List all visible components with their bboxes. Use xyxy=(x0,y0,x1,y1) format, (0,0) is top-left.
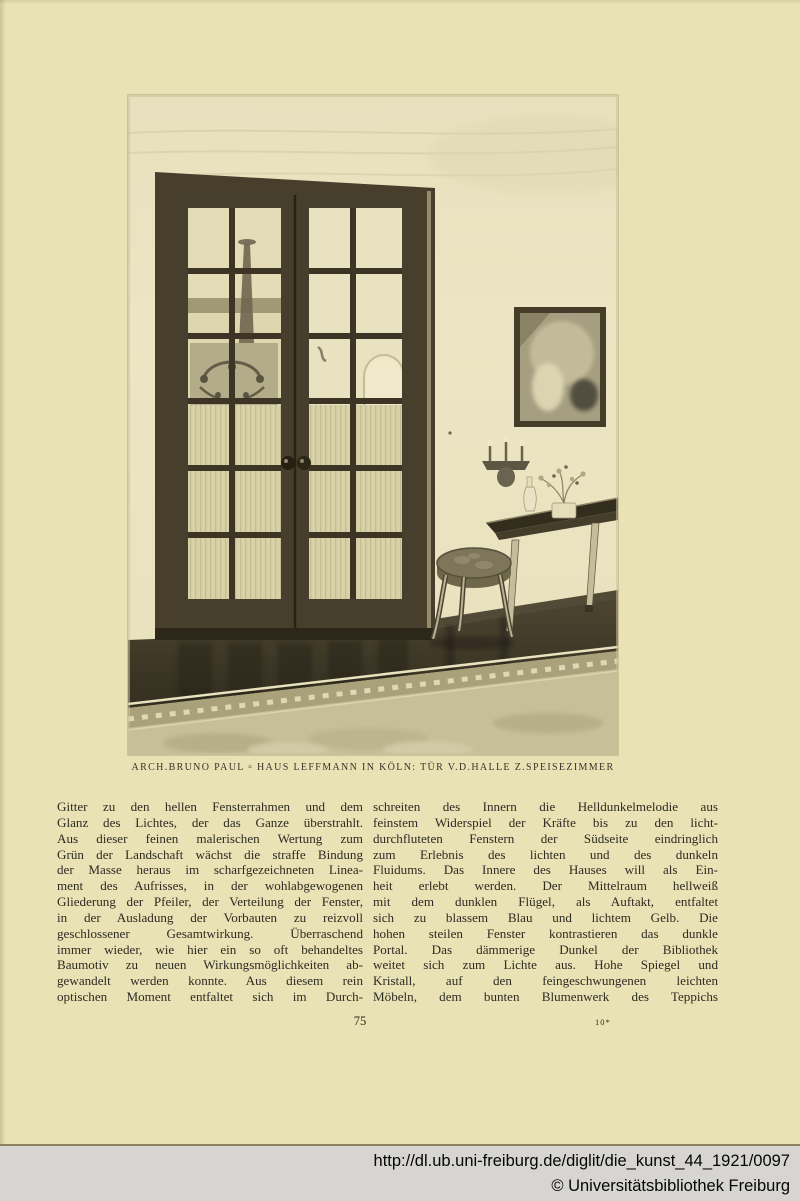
source-url: http://dl.ub.uni-freiburg.de/diglit/die_kunst_44_1921/0097 xyxy=(373,1152,790,1170)
text-line: Grün der Landschaft wächst die straffe Bindung xyxy=(57,846,363,862)
page-number: 75 xyxy=(353,1014,367,1028)
text-line: Gitter zu den hellen Fensterrahmen und dem xyxy=(57,799,363,814)
text-line: heit erlebt werden. Der Mittelraum hellweiß xyxy=(373,878,718,894)
text-line: der Masse heraus im scharfgezeichneten Linea- xyxy=(57,862,363,878)
plate-photo xyxy=(128,95,618,755)
text-line: ment des Aufrisses, in der wohlabgewogenen xyxy=(57,878,363,894)
text-line: Gliederung der Pfeiler, der Verteilung der Fenster, xyxy=(57,894,363,910)
text-line: Portal. Das dämmerige Dunkel der Bibliothek xyxy=(373,941,718,957)
footer-text xyxy=(374,1148,790,1199)
text-line: feinstem Widerspiel der Kräfte bis zu den licht- xyxy=(373,814,718,830)
text-line: zum Erlebnis des lichten und des dunkeln xyxy=(373,846,718,862)
text-line: schreiten des Innern die Helldunkelmelodie aus xyxy=(373,799,718,814)
text-line: geschlossener Gesamtwirkung. Überraschend xyxy=(57,925,363,941)
printer-signature-mark: 10* xyxy=(595,1017,611,1027)
text-line: immer wieder, wie hier ein so oft behandeltes xyxy=(57,941,363,957)
text-line: in der Ausladung der Vorbauten zu reizvoll xyxy=(57,909,363,925)
text-line: optischen Moment entfaltet sich im Durch- xyxy=(57,989,363,1005)
text-line: Aus dieser feinen malerischen Wertung zum xyxy=(57,830,363,846)
text-line: Glanz des Lichtes, der das Ganze überstrahlt. xyxy=(57,814,363,830)
plate-caption: ARCH.BRUNO PAUL ▫ HAUS LEFFMANN IN KÖLN: TÜR V.D.HALLE Z.SPEISEZIMMER xyxy=(131,762,615,773)
copyright-notice: © Universitätsbibliothek Freiburg xyxy=(551,1177,790,1195)
text-line: mit dem dunklen Flügel, als Auftakt, entfaltet xyxy=(373,894,718,910)
text-line: Baumotiv zu neuen Wirkungsmöglichkeiten ab- xyxy=(57,957,363,973)
interior-photo-illustration xyxy=(128,95,618,755)
text-line: hohen steilen Fenster kontrastieren das dunkle xyxy=(373,925,718,941)
text-line: Kristall, auf den feingeschwungenen leichten xyxy=(373,973,718,989)
text-line: Möbeln, dem bunten Blumenwerk des Teppichs xyxy=(373,989,718,1005)
text-line: gewandelt werden konnte. Aus diesem rein xyxy=(57,973,363,989)
text-line: sich zu blassem Blau und lichtem Gelb. Die xyxy=(373,909,718,925)
text-line: durchfluteten Fenstern der Südseite eindringlich xyxy=(373,830,718,846)
text-column-left xyxy=(57,799,363,1005)
text-column-right xyxy=(373,799,718,1005)
text-line: weitet sich zum Lichte aus. Hohe Spiegel und xyxy=(373,957,718,973)
text-line: Fluidums. Das Innere des Hauses will als Ein- xyxy=(373,862,718,878)
viewer-footer-bar xyxy=(0,1144,800,1201)
